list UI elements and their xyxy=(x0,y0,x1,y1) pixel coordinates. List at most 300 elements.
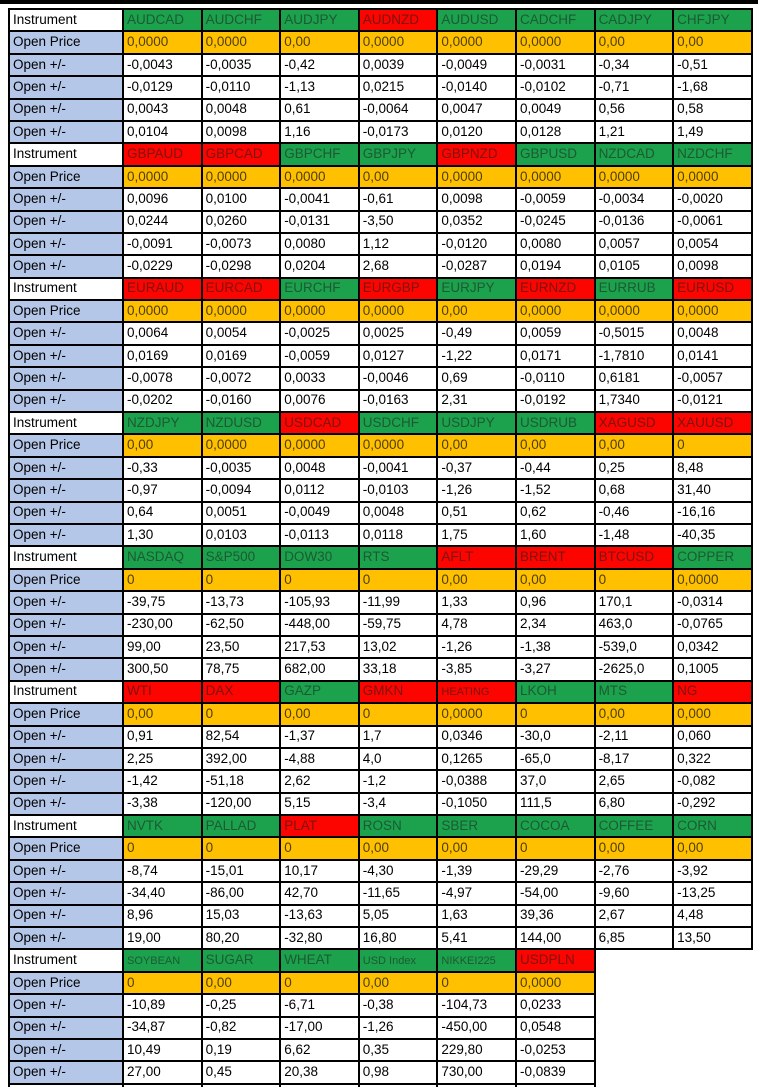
open-change-cell[interactable]: -1,26 xyxy=(359,1017,438,1039)
open-change-cell[interactable]: -0,0091 xyxy=(123,233,202,255)
open-change-cell[interactable]: -54,00 xyxy=(516,882,595,904)
instrument-cell-eurjpy[interactable]: EURJPY xyxy=(437,278,516,300)
open-change-cell[interactable]: -0,0314 xyxy=(673,591,752,613)
open-change-cell[interactable]: -62,50 xyxy=(202,614,281,636)
open-change-cell[interactable]: -0,0031 xyxy=(516,54,595,76)
open-change-cell[interactable]: -0,0043 xyxy=(123,54,202,76)
open-price-cell[interactable]: 0,0000 xyxy=(202,434,281,456)
open-change-cell[interactable]: 0,0049 xyxy=(516,99,595,121)
open-change-cell[interactable]: -0,44 xyxy=(516,457,595,479)
open-change-cell[interactable]: 0,0096 xyxy=(123,188,202,210)
open-change-cell[interactable]: -1,26 xyxy=(437,479,516,501)
open-change-cell[interactable]: 0,0054 xyxy=(673,233,752,255)
open-change-cell[interactable]: -0,37 xyxy=(437,457,516,479)
open-change-cell[interactable]: 217,53 xyxy=(280,636,359,658)
open-change-cell[interactable]: -1,2 xyxy=(359,770,438,792)
open-change-cell[interactable]: -0,0094 xyxy=(202,479,281,501)
open-change-cell[interactable]: 99,00 xyxy=(123,636,202,658)
instrument-cell-nzdcad[interactable]: NZDCAD xyxy=(595,143,674,165)
open-price-cell[interactable]: 0,00 xyxy=(437,434,516,456)
open-change-cell[interactable]: -0,46 xyxy=(595,502,674,524)
open-change-cell[interactable]: -0,0245 xyxy=(516,211,595,233)
open-change-cell[interactable]: 0,61 xyxy=(280,99,359,121)
open-change-cell[interactable]: 8,96 xyxy=(123,905,202,927)
instrument-cell-nikkei225[interactable]: NIKKEI225 xyxy=(437,949,516,971)
open-change-cell[interactable]: -1,7810 xyxy=(595,345,674,367)
instrument-cell-rosn[interactable]: ROSN xyxy=(359,815,438,837)
row-label-open-price[interactable]: Open Price xyxy=(9,31,123,53)
open-change-cell[interactable]: -0,0765 xyxy=(673,614,752,636)
open-change-cell[interactable]: 144,00 xyxy=(516,927,595,949)
open-price-cell[interactable]: 0,0000 xyxy=(673,300,752,322)
open-change-cell[interactable]: 0,91 xyxy=(123,726,202,748)
instrument-cell-brent[interactable]: BRENT xyxy=(516,546,595,568)
open-change-cell[interactable]: 111,5 xyxy=(516,793,595,815)
row-label-open-price[interactable]: Open Price xyxy=(9,837,123,859)
instrument-cell-copper[interactable]: COPPER xyxy=(673,546,752,568)
open-price-cell[interactable]: 0,00 xyxy=(673,31,752,53)
open-price-cell[interactable]: 0,0000 xyxy=(437,703,516,725)
open-change-cell[interactable]: 2,62 xyxy=(280,770,359,792)
row-label-open-change[interactable]: Open +/- xyxy=(9,770,123,792)
open-change-cell[interactable]: 37,0 xyxy=(516,770,595,792)
row-label-open-change[interactable]: Open +/- xyxy=(9,76,123,98)
open-change-cell[interactable]: -1,26 xyxy=(437,636,516,658)
open-change-cell[interactable]: 1,63 xyxy=(437,905,516,927)
open-price-cell[interactable]: 0,0000 xyxy=(123,166,202,188)
row-label-open-change[interactable]: Open +/- xyxy=(9,99,123,121)
open-change-cell[interactable]: 170,1 xyxy=(595,591,674,613)
open-change-cell[interactable]: -0,0121 xyxy=(673,390,752,412)
open-change-cell[interactable]: -0,0061 xyxy=(673,211,752,233)
instrument-cell-nvtk[interactable]: NVTK xyxy=(123,815,202,837)
instrument-cell-cadjpy[interactable]: CADJPY xyxy=(595,9,674,31)
row-label-open-change[interactable]: Open +/- xyxy=(9,211,123,233)
open-change-cell[interactable]: -40,35 xyxy=(673,524,752,546)
row-label-open-change[interactable]: Open +/- xyxy=(9,390,123,412)
open-change-cell[interactable]: 78,75 xyxy=(202,658,281,680)
open-price-cell[interactable]: 0,0000 xyxy=(202,166,281,188)
open-change-cell[interactable]: 730,00 xyxy=(437,1061,516,1083)
open-price-cell[interactable]: 0,00 xyxy=(437,569,516,591)
open-price-cell[interactable]: 0,0000 xyxy=(123,31,202,53)
open-change-cell[interactable]: -4,88 xyxy=(280,748,359,770)
row-label-open-change[interactable]: Open +/- xyxy=(9,927,123,949)
open-change-cell[interactable]: 5,15 xyxy=(280,793,359,815)
instrument-cell-wti[interactable]: WTI xyxy=(123,681,202,703)
open-change-cell[interactable]: -2,11 xyxy=(595,726,674,748)
open-change-cell[interactable]: 1,49 xyxy=(673,121,752,143)
row-label-open-change[interactable]: Open +/- xyxy=(9,121,123,143)
open-change-cell[interactable]: -1,52 xyxy=(516,479,595,501)
open-change-cell[interactable]: 0,0244 xyxy=(123,211,202,233)
open-change-cell[interactable]: -0,0057 xyxy=(673,367,752,389)
row-label-instrument[interactable]: Instrument xyxy=(9,815,123,837)
open-change-cell[interactable]: 0,060 xyxy=(673,726,752,748)
open-change-cell[interactable]: 0,62 xyxy=(516,502,595,524)
open-change-cell[interactable]: -230,00 xyxy=(123,614,202,636)
open-change-cell[interactable]: -0,5015 xyxy=(595,322,674,344)
open-price-cell[interactable]: 0,00 xyxy=(595,434,674,456)
open-change-cell[interactable]: -2,76 xyxy=(595,860,674,882)
open-change-cell[interactable]: -8,74 xyxy=(123,860,202,882)
open-change-cell[interactable]: 2,25 xyxy=(123,748,202,770)
row-label-open-change[interactable]: Open +/- xyxy=(9,255,123,277)
open-change-cell[interactable]: -105,93 xyxy=(280,591,359,613)
open-change-cell[interactable]: -0,97 xyxy=(123,479,202,501)
row-label-open-price[interactable]: Open Price xyxy=(9,166,123,188)
open-change-cell[interactable]: 0,1265 xyxy=(437,748,516,770)
row-label-open-change[interactable]: Open +/- xyxy=(9,345,123,367)
row-label-open-price[interactable]: Open Price xyxy=(9,434,123,456)
open-change-cell[interactable]: 0,0105 xyxy=(595,255,674,277)
open-change-cell[interactable]: 0,0112 xyxy=(280,479,359,501)
open-price-cell[interactable]: 0 xyxy=(673,434,752,456)
open-change-cell[interactable]: 0,0100 xyxy=(202,188,281,210)
open-price-cell[interactable]: 0 xyxy=(123,972,202,994)
open-change-cell[interactable]: 6,85 xyxy=(595,927,674,949)
open-change-cell[interactable]: -120,00 xyxy=(202,793,281,815)
row-label-open-change[interactable]: Open +/- xyxy=(9,188,123,210)
open-change-cell[interactable]: 19,00 xyxy=(123,927,202,949)
open-price-cell[interactable]: 0,0000 xyxy=(516,972,595,994)
row-label-open-change[interactable]: Open +/- xyxy=(9,860,123,882)
open-change-cell[interactable]: 0,0048 xyxy=(359,502,438,524)
open-change-cell[interactable]: 1,60 xyxy=(516,524,595,546)
open-change-cell[interactable]: 13,02 xyxy=(359,636,438,658)
open-price-cell[interactable]: 0,00 xyxy=(280,31,359,53)
open-change-cell[interactable]: -0,0192 xyxy=(516,390,595,412)
open-change-cell[interactable]: -17,00 xyxy=(280,1017,359,1039)
open-change-cell[interactable]: 0,58 xyxy=(673,99,752,121)
open-change-cell[interactable]: -0,34 xyxy=(595,54,674,76)
open-price-cell[interactable]: 0,0000 xyxy=(359,434,438,456)
open-change-cell[interactable]: 0,96 xyxy=(516,591,595,613)
row-label-open-change[interactable]: Open +/- xyxy=(9,614,123,636)
open-change-cell[interactable]: -0,0163 xyxy=(359,390,438,412)
row-label-open-price[interactable]: Open Price xyxy=(9,569,123,591)
open-price-cell[interactable]: 0,0000 xyxy=(280,434,359,456)
open-change-cell[interactable]: -0,0110 xyxy=(202,76,281,98)
instrument-cell-heating[interactable]: HEATING xyxy=(437,681,516,703)
instrument-cell-gbpaud[interactable]: GBPAUD xyxy=(123,143,202,165)
open-change-cell[interactable]: 0,0051 xyxy=(202,502,281,524)
open-price-cell[interactable]: 0 xyxy=(437,972,516,994)
row-label-instrument[interactable]: Instrument xyxy=(9,681,123,703)
open-change-cell[interactable]: -13,63 xyxy=(280,905,359,927)
instrument-cell-soybean[interactable]: SOYBEAN xyxy=(123,949,202,971)
row-label-open-change[interactable]: Open +/- xyxy=(9,994,123,1016)
open-change-cell[interactable]: -0,0102 xyxy=(516,76,595,98)
open-change-cell[interactable]: -0,0034 xyxy=(595,188,674,210)
open-change-cell[interactable]: -0,1050 xyxy=(437,793,516,815)
open-price-cell[interactable]: 0 xyxy=(516,837,595,859)
open-change-cell[interactable]: -0,61 xyxy=(359,188,438,210)
open-change-cell[interactable]: -3,27 xyxy=(516,658,595,680)
open-change-cell[interactable]: -0,0049 xyxy=(437,54,516,76)
row-label-open-change[interactable]: Open +/- xyxy=(9,1061,123,1083)
instrument-cell-usdchf[interactable]: USDCHF xyxy=(359,412,438,434)
open-change-cell[interactable]: -104,73 xyxy=(437,994,516,1016)
open-change-cell[interactable]: -3,92 xyxy=(673,860,752,882)
open-change-cell[interactable]: 0,0064 xyxy=(123,322,202,344)
instrument-cell-ng[interactable]: NG xyxy=(673,681,752,703)
open-change-cell[interactable]: -39,75 xyxy=(123,591,202,613)
instrument-cell-audcad[interactable]: AUDCAD xyxy=(123,9,202,31)
open-change-cell[interactable]: 2,67 xyxy=(595,905,674,927)
open-change-cell[interactable]: -0,25 xyxy=(202,994,281,1016)
row-label-open-change[interactable]: Open +/- xyxy=(9,726,123,748)
open-change-cell[interactable]: -0,0059 xyxy=(280,345,359,367)
open-price-cell[interactable]: 0,00 xyxy=(123,703,202,725)
open-change-cell[interactable]: -3,38 xyxy=(123,793,202,815)
open-price-cell[interactable]: 0 xyxy=(202,569,281,591)
instrument-cell-nzdjpy[interactable]: NZDJPY xyxy=(123,412,202,434)
instrument-cell-wheat[interactable]: WHEAT xyxy=(280,949,359,971)
open-change-cell[interactable]: 0,0346 xyxy=(437,726,516,748)
open-change-cell[interactable]: -0,0046 xyxy=(359,367,438,389)
open-change-cell[interactable]: -0,71 xyxy=(595,76,674,98)
open-change-cell[interactable]: 0,0352 xyxy=(437,211,516,233)
open-price-cell[interactable]: 0,00 xyxy=(595,837,674,859)
open-change-cell[interactable]: 4,78 xyxy=(437,614,516,636)
instrument-cell-nzdusd[interactable]: NZDUSD xyxy=(202,412,281,434)
open-change-cell[interactable]: 2,31 xyxy=(437,390,516,412)
open-change-cell[interactable]: 4,0 xyxy=(359,748,438,770)
open-change-cell[interactable]: -0,0078 xyxy=(123,367,202,389)
open-change-cell[interactable]: 0,51 xyxy=(437,502,516,524)
open-change-cell[interactable]: 27,00 xyxy=(123,1061,202,1083)
open-change-cell[interactable]: 2,34 xyxy=(516,614,595,636)
instrument-cell-gbpcad[interactable]: GBPCAD xyxy=(202,143,281,165)
row-label-open-change[interactable]: Open +/- xyxy=(9,524,123,546)
open-change-cell[interactable]: 0,0048 xyxy=(673,322,752,344)
instrument-cell-usdcad[interactable]: USDCAD xyxy=(280,412,359,434)
open-change-cell[interactable]: -0,82 xyxy=(202,1017,281,1039)
open-change-cell[interactable]: -1,22 xyxy=(437,345,516,367)
open-change-cell[interactable]: 0,1005 xyxy=(673,658,752,680)
instrument-cell-cadchf[interactable]: CADCHF xyxy=(516,9,595,31)
open-price-cell[interactable]: 0 xyxy=(359,569,438,591)
open-change-cell[interactable]: -1,39 xyxy=(437,860,516,882)
instrument-cell-eurusd[interactable]: EURUSD xyxy=(673,278,752,300)
instrument-cell-mts[interactable]: MTS xyxy=(595,681,674,703)
open-change-cell[interactable]: 392,00 xyxy=(202,748,281,770)
instrument-cell-usdjpy[interactable]: USDJPY xyxy=(437,412,516,434)
open-change-cell[interactable]: 16,80 xyxy=(359,927,438,949)
open-change-cell[interactable]: 31,40 xyxy=(673,479,752,501)
open-price-cell[interactable]: 0,00 xyxy=(359,837,438,859)
open-change-cell[interactable]: 6,80 xyxy=(595,793,674,815)
open-change-cell[interactable]: -1,37 xyxy=(280,726,359,748)
open-change-cell[interactable]: -34,40 xyxy=(123,882,202,904)
open-price-cell[interactable]: 0,0000 xyxy=(516,300,595,322)
open-price-cell[interactable]: 0,00 xyxy=(595,703,674,725)
instrument-cell-dow30[interactable]: DOW30 xyxy=(280,546,359,568)
open-price-cell[interactable]: 0,0000 xyxy=(437,31,516,53)
open-price-cell[interactable]: 0,0000 xyxy=(359,300,438,322)
row-label-open-price[interactable]: Open Price xyxy=(9,703,123,725)
open-change-cell[interactable]: -0,33 xyxy=(123,457,202,479)
open-change-cell[interactable]: 0,0260 xyxy=(202,211,281,233)
row-label-open-change[interactable]: Open +/- xyxy=(9,457,123,479)
open-change-cell[interactable]: -0,38 xyxy=(359,994,438,1016)
instrument-cell-aflt[interactable]: AFLT xyxy=(437,546,516,568)
open-change-cell[interactable]: 1,30 xyxy=(123,524,202,546)
open-price-cell[interactable]: 0 xyxy=(123,837,202,859)
open-change-cell[interactable]: -0,082 xyxy=(673,770,752,792)
open-price-cell[interactable]: 0 xyxy=(516,703,595,725)
row-label-open-change[interactable]: Open +/- xyxy=(9,905,123,927)
open-price-cell[interactable]: 0 xyxy=(202,703,281,725)
instrument-cell-eurrub[interactable]: EURRUB xyxy=(595,278,674,300)
instrument-cell-usdrub[interactable]: USDRUB xyxy=(516,412,595,434)
open-change-cell[interactable]: -1,13 xyxy=(280,76,359,98)
open-price-cell[interactable]: 0,00 xyxy=(437,300,516,322)
open-change-cell[interactable]: 5,41 xyxy=(437,927,516,949)
open-price-cell[interactable]: 0,0000 xyxy=(202,300,281,322)
open-change-cell[interactable]: 229,80 xyxy=(437,1039,516,1061)
open-change-cell[interactable]: 2,65 xyxy=(595,770,674,792)
open-change-cell[interactable]: 0,6181 xyxy=(595,367,674,389)
open-change-cell[interactable]: -0,0160 xyxy=(202,390,281,412)
open-change-cell[interactable]: 10,49 xyxy=(123,1039,202,1061)
open-change-cell[interactable]: 0,0059 xyxy=(516,322,595,344)
open-change-cell[interactable]: 0,0141 xyxy=(673,345,752,367)
open-change-cell[interactable]: 42,70 xyxy=(280,882,359,904)
instrument-cell-dax[interactable]: DAX xyxy=(202,681,281,703)
open-change-cell[interactable]: -2625,0 xyxy=(595,658,674,680)
open-price-cell[interactable]: 0,0000 xyxy=(673,166,752,188)
open-change-cell[interactable]: -32,80 xyxy=(280,927,359,949)
instrument-cell-xauusd[interactable]: XAUUSD xyxy=(673,412,752,434)
instrument-cell-nasdaq[interactable]: NASDAQ xyxy=(123,546,202,568)
open-change-cell[interactable]: -0,0120 xyxy=(437,233,516,255)
open-change-cell[interactable]: -29,29 xyxy=(516,860,595,882)
instrument-cell-audjpy[interactable]: AUDJPY xyxy=(280,9,359,31)
instrument-cell-gbpnzd[interactable]: GBPNZD xyxy=(437,143,516,165)
open-change-cell[interactable]: 1,33 xyxy=(437,591,516,613)
instrument-cell-usdpln[interactable]: USDPLN xyxy=(516,949,595,971)
instrument-cell-s-p500[interactable]: S&P500 xyxy=(202,546,281,568)
row-label-open-change[interactable]: Open +/- xyxy=(9,54,123,76)
open-change-cell[interactable]: -16,16 xyxy=(673,502,752,524)
open-change-cell[interactable]: -0,51 xyxy=(673,54,752,76)
instrument-cell-gbpjpy[interactable]: GBPJPY xyxy=(359,143,438,165)
open-change-cell[interactable]: -0,0110 xyxy=(516,367,595,389)
open-change-cell[interactable]: -1,48 xyxy=(595,524,674,546)
row-label-instrument[interactable]: Instrument xyxy=(9,546,123,568)
instrument-cell-coffee[interactable]: COFFEE xyxy=(595,815,674,837)
open-price-cell[interactable]: 0 xyxy=(280,972,359,994)
open-change-cell[interactable]: 0,69 xyxy=(437,367,516,389)
row-label-open-change[interactable]: Open +/- xyxy=(9,591,123,613)
open-change-cell[interactable]: 13,50 xyxy=(673,927,752,949)
open-change-cell[interactable]: -13,73 xyxy=(202,591,281,613)
row-label-open-change[interactable]: Open +/- xyxy=(9,1039,123,1061)
open-change-cell[interactable]: -65,0 xyxy=(516,748,595,770)
row-label-instrument[interactable]: Instrument xyxy=(9,143,123,165)
open-price-cell[interactable]: 0,0000 xyxy=(202,31,281,53)
open-change-cell[interactable]: -448,00 xyxy=(280,614,359,636)
open-change-cell[interactable]: -0,0049 xyxy=(280,502,359,524)
instrument-cell-cocoa[interactable]: COCOA xyxy=(516,815,595,837)
open-price-cell[interactable]: 0,00 xyxy=(516,569,595,591)
row-label-instrument[interactable]: Instrument xyxy=(9,9,123,31)
instrument-cell-gazp[interactable]: GAZP xyxy=(280,681,359,703)
open-price-cell[interactable]: 0,0000 xyxy=(673,569,752,591)
open-change-cell[interactable]: -1,68 xyxy=(673,76,752,98)
open-change-cell[interactable]: 0,0080 xyxy=(280,233,359,255)
open-change-cell[interactable]: 0,0098 xyxy=(202,121,281,143)
open-change-cell[interactable]: 0,0342 xyxy=(673,636,752,658)
open-price-cell[interactable]: 0,00 xyxy=(123,434,202,456)
open-change-cell[interactable]: -51,18 xyxy=(202,770,281,792)
open-change-cell[interactable]: -450,00 xyxy=(437,1017,516,1039)
open-change-cell[interactable]: -11,65 xyxy=(359,882,438,904)
open-change-cell[interactable]: 682,00 xyxy=(280,658,359,680)
open-price-cell[interactable]: 0,000 xyxy=(673,703,752,725)
open-change-cell[interactable]: -1,38 xyxy=(516,636,595,658)
open-change-cell[interactable]: 0,0033 xyxy=(280,367,359,389)
open-change-cell[interactable]: -0,0173 xyxy=(359,121,438,143)
instrument-cell-corn[interactable]: CORN xyxy=(673,815,752,837)
open-change-cell[interactable]: -0,0202 xyxy=(123,390,202,412)
open-price-cell[interactable]: 0,00 xyxy=(437,837,516,859)
open-change-cell[interactable]: -59,75 xyxy=(359,614,438,636)
open-change-cell[interactable]: 0,0194 xyxy=(516,255,595,277)
open-price-cell[interactable]: 0,0000 xyxy=(516,31,595,53)
open-change-cell[interactable]: -0,0113 xyxy=(280,524,359,546)
instrument-cell-euraud[interactable]: EURAUD xyxy=(123,278,202,300)
open-change-cell[interactable]: 6,62 xyxy=(280,1039,359,1061)
open-change-cell[interactable]: 2,68 xyxy=(359,255,438,277)
open-change-cell[interactable]: 0,19 xyxy=(202,1039,281,1061)
open-change-cell[interactable]: 0,35 xyxy=(359,1039,438,1061)
open-change-cell[interactable]: -0,42 xyxy=(280,54,359,76)
open-change-cell[interactable]: 0,0169 xyxy=(123,345,202,367)
row-label-open-change[interactable]: Open +/- xyxy=(9,1017,123,1039)
open-change-cell[interactable]: -4,30 xyxy=(359,860,438,882)
row-label-open-change[interactable]: Open +/- xyxy=(9,793,123,815)
open-change-cell[interactable]: -0,0298 xyxy=(202,255,281,277)
open-change-cell[interactable]: 0,0104 xyxy=(123,121,202,143)
open-change-cell[interactable]: -0,0041 xyxy=(280,188,359,210)
instrument-cell-pallad[interactable]: PALLAD xyxy=(202,815,281,837)
open-price-cell[interactable]: 0,0000 xyxy=(595,166,674,188)
open-change-cell[interactable]: 300,50 xyxy=(123,658,202,680)
open-price-cell[interactable]: 0,00 xyxy=(280,703,359,725)
open-change-cell[interactable]: -0,0035 xyxy=(202,457,281,479)
instrument-cell-usd-index[interactable]: USD Index xyxy=(359,949,438,971)
instrument-cell-lkoh[interactable]: LKOH xyxy=(516,681,595,703)
open-change-cell[interactable]: -0,0131 xyxy=(280,211,359,233)
row-label-open-change[interactable]: Open +/- xyxy=(9,233,123,255)
open-change-cell[interactable]: -6,71 xyxy=(280,994,359,1016)
open-change-cell[interactable]: -34,87 xyxy=(123,1017,202,1039)
row-label-open-change[interactable]: Open +/- xyxy=(9,367,123,389)
open-change-cell[interactable]: -13,25 xyxy=(673,882,752,904)
open-price-cell[interactable]: 0,00 xyxy=(202,972,281,994)
instrument-cell-xagusd[interactable]: XAGUSD xyxy=(595,412,674,434)
instrument-cell-sber[interactable]: SBER xyxy=(437,815,516,837)
instrument-cell-eurnzd[interactable]: EURNZD xyxy=(516,278,595,300)
instrument-cell-plat[interactable]: PLAT xyxy=(280,815,359,837)
open-change-cell[interactable]: 0,64 xyxy=(123,502,202,524)
open-change-cell[interactable]: 0,0233 xyxy=(516,994,595,1016)
open-change-cell[interactable]: -0,0129 xyxy=(123,76,202,98)
open-change-cell[interactable]: -3,4 xyxy=(359,793,438,815)
